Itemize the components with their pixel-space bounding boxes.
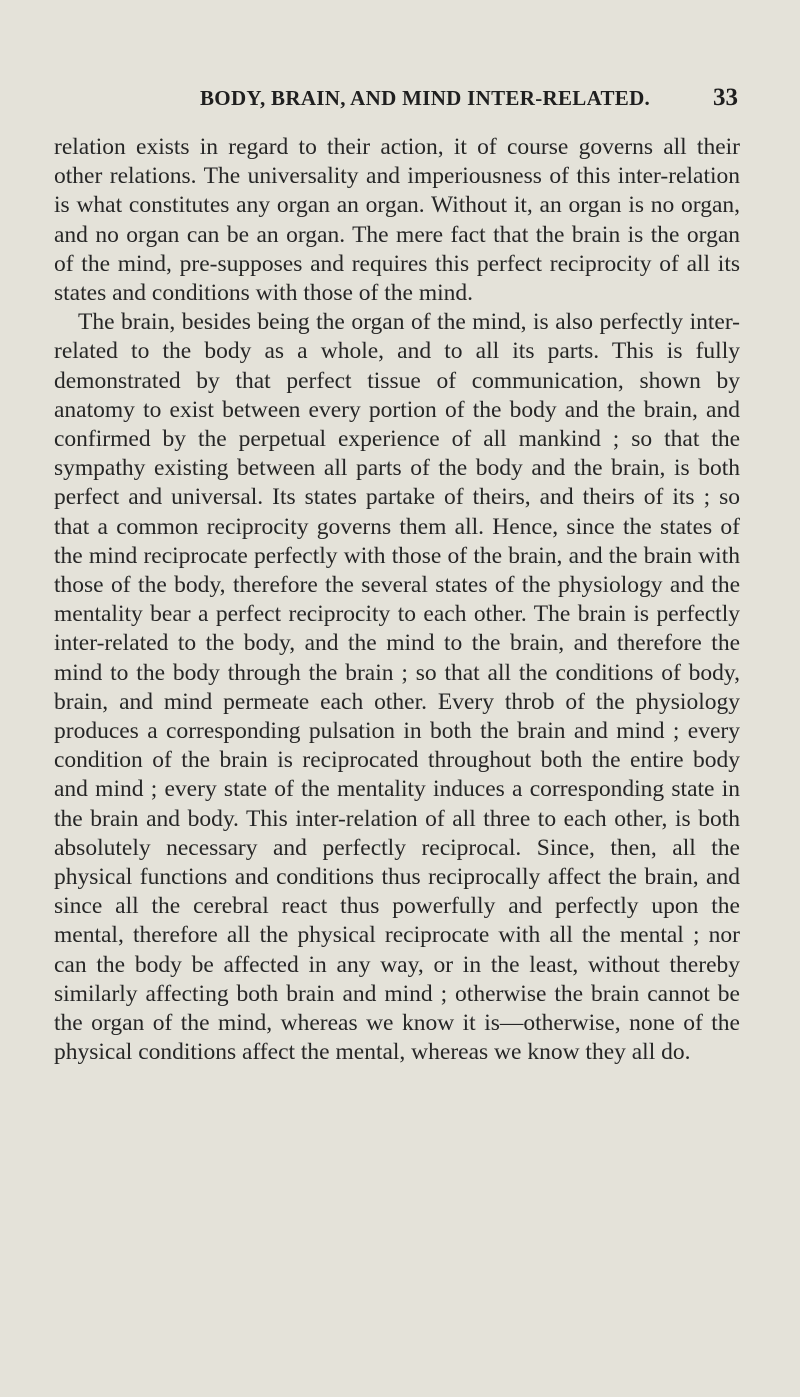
page-number: 33 bbox=[713, 84, 738, 111]
running-title: BODY, BRAIN, AND MIND INTER-RELATED. bbox=[200, 86, 651, 110]
paragraph-brain-body-relation: The brain, besides being the organ of the mind, is also perfectly inter-related to the body as a whole, and to all its parts. This is fully demonstrated by that perfect tissue of communication, shown by anatomy to exist between every portion of the body and the brain, and confirmed by the perpetual experience of all mankind ; so that the sympathy existing between all parts of the body and the brain, is both perfect and universal. Its states partake of theirs, and theirs of its ; so that a common reciprocity governs them all. Hence, since the states of the mind reciprocate perfectly with those of the brain, and the brain with those of the body, therefore the several states of the physiology and the mentality bear a perfect reciprocity to each other. The brain is perfectly inter-related to the body, and the mind to the brain, and therefore the mind to the body through the brain ; so that all the conditions of body, brain, and mind permeate each other. Every throb of the physiology produces a corresponding pulsation in both the brain and mind ; every condition of the brain is reciprocated throughout both the entire body and mind ; every state of the mentality induces a corresponding state in the brain and body. This inter-relation of all three to each other, is both absolutely necessary and perfectly reciprocal. Since, then, all the physical functions and conditions thus reciprocally affect the brain, and since all the cerebral react thus powerfully and perfectly upon the mental, therefore all the physical reciprocate with all the mental ; nor can the body be affected in any way, or in the least, without thereby similarly affecting both brain and mind ; otherwise the brain cannot be the organ of the mind, whereas we know it is—otherwise, none of the physical conditions affect the mental, whereas we know they all do. bbox=[54, 309, 740, 1066]
body-text bbox=[54, 133, 740, 1068]
running-head bbox=[60, 86, 740, 116]
paragraph-continuation: relation exists in regard to their action, it of course governs all their other relations. The universality and imperiousness of this inter-relation is what constitutes any organ an organ. Without it, an organ is no organ, and no organ can be an organ. The mere fact that the brain is the organ of the mind, pre-supposes and requires this perfect reciprocity of all its states and conditions with those of the mind. bbox=[54, 134, 740, 307]
